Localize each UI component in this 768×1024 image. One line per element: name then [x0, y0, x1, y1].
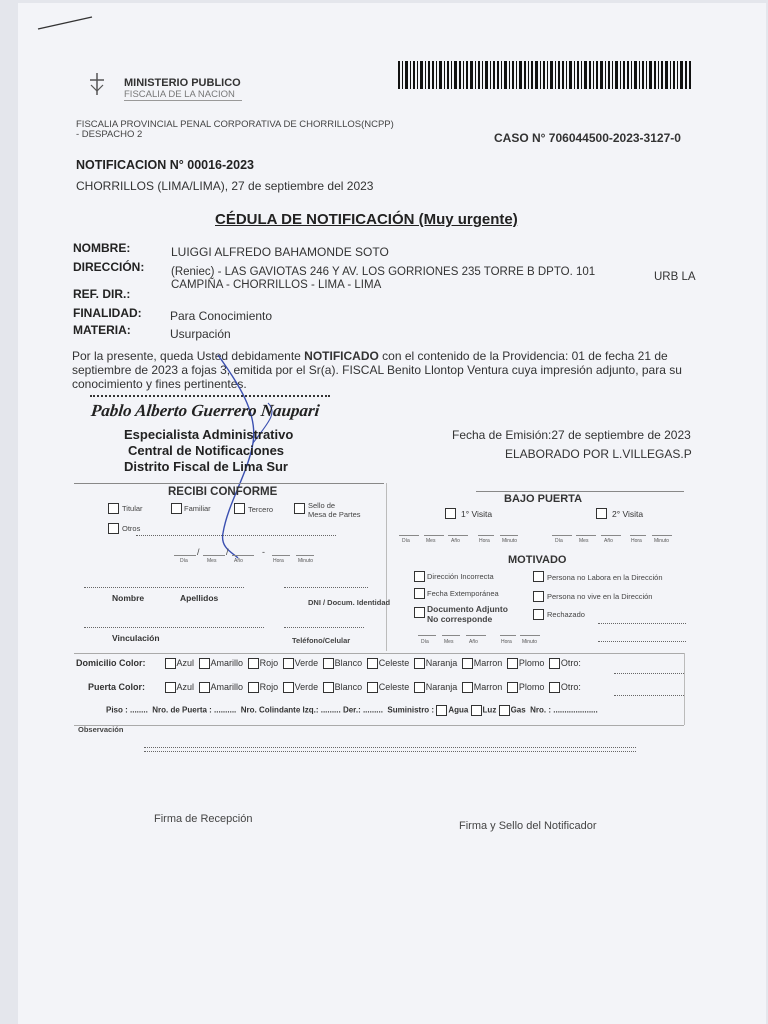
visita1-hora: Hora	[479, 538, 490, 544]
puerta-verde-checkbox[interactable]	[283, 682, 294, 693]
domicilio-azul-label: Azul	[176, 658, 195, 668]
body-line1-a: Por la presente, queda Usted debidamente	[72, 349, 305, 363]
domicilio-azul-checkbox[interactable]	[165, 658, 176, 669]
nombre-label: NOMBRE:	[73, 241, 131, 255]
reception-form: RECIBI CONFORME Titular Familiar Tercero Sello de Mesa de Partes Otros / / - Día Mes Año Hora Minuto Nombre Apellidos DNI / Docum. Identidad Vinculación Teléfono/Celular BAJO PUERTA 1° Visita 2° Visita Día Mes Año Hora Minuto Día Mes Año Hora Minuto MOTIVADO Dirección Incorrecta Persona no Labora en la Dirección Fecha Extemporánea Persona no vive en la Dirección Documento Adjunto No corresponde Rechazado Día Mes Año Hora Minuto Domicilio Color: Azul Amarillo Rojo Verde Blanco Celeste Naranja Marron Plomo Otro: Puerta Color: Azul Amarillo Rojo Verde Blanco Celeste Naranja Marron Plomo Otro: Piso : ........ Nro. de Puerta : .......... Nro. Colindante Izq.: ......... Der.: ......... Suministro : Agua Luz Gas Nro. : ....................	[74, 483, 764, 729]
puerta-plomo-label: Plomo	[518, 682, 545, 692]
barcode	[398, 61, 692, 91]
nro-suministro-label: Nro. : ....................	[530, 705, 598, 715]
visita1-dia: Día	[402, 538, 410, 544]
stamp-name: Pablo Alberto Guerrero Naupari	[90, 401, 321, 420]
visita1-label: 1° Visita	[461, 509, 493, 519]
doc-adjunto-checkbox[interactable]	[414, 607, 425, 618]
recibi-conforme-title: RECIBI CONFORME	[168, 486, 278, 498]
materia-value: Usurpación	[170, 327, 231, 341]
domicilio-plomo-label: Plomo	[518, 658, 545, 668]
sello-checkbox[interactable]	[294, 503, 305, 514]
sello-label-2: Mesa de Partes	[308, 510, 361, 519]
rechazado-label: Rechazado	[547, 610, 585, 619]
familiar-checkbox[interactable]	[171, 503, 182, 514]
tercero-checkbox[interactable]	[234, 503, 245, 514]
domicilio-naranja-checkbox[interactable]	[414, 658, 425, 669]
luz-label: Luz	[482, 705, 497, 715]
gas-label: Gas	[510, 705, 526, 715]
domicilio-marron-checkbox[interactable]	[462, 658, 473, 669]
nro-puerta-label: Nro. de Puerta : ..........	[152, 705, 237, 715]
stamp-line2: Central de Notificaciones	[128, 443, 285, 458]
puerta-rojo-checkbox[interactable]	[248, 682, 259, 693]
puerta-otro-checkbox[interactable]	[549, 682, 560, 693]
stamp-dotted-line	[90, 395, 330, 397]
puerta-celeste-checkbox[interactable]	[367, 682, 378, 693]
document-page	[18, 3, 766, 1024]
doc-adjunto-label1: Documento Adjunto	[427, 604, 508, 614]
fecha-ext-checkbox[interactable]	[414, 588, 425, 599]
domicilio-otro-label: Otro:	[560, 658, 581, 668]
no-vive-label: Persona no vive en la Dirección	[547, 592, 653, 601]
fecha1-minuto: Minuto	[298, 558, 314, 564]
piso-label: Piso : ........	[106, 705, 148, 715]
nombre-value: LUIGGI ALFREDO BAHAMONDE SOTO	[171, 245, 389, 259]
otros-checkbox[interactable]	[108, 523, 119, 534]
dni-col-label: DNI / Docum. Identidad	[308, 598, 391, 607]
puerta-naranja-checkbox[interactable]	[414, 682, 425, 693]
motivo-minuto: Minuto	[522, 639, 538, 645]
puerta-azul-checkbox[interactable]	[165, 682, 176, 693]
visita1-anio: Año	[451, 538, 460, 544]
puerta-color-label: Puerta Color:	[88, 682, 146, 692]
familiar-label: Familiar	[184, 504, 211, 513]
domicilio-verde-label: Verde	[294, 658, 319, 668]
agua-label: Agua	[448, 705, 469, 715]
sello-label-1: Sello de	[308, 501, 336, 510]
firma-notificador: Firma y Sello del Notificador	[459, 820, 597, 832]
domicilio-celeste-checkbox[interactable]	[367, 658, 378, 669]
document-title: CÉDULA DE NOTIFICACIÓN (Muy urgente)	[215, 211, 518, 228]
nombre-col-label: Nombre	[112, 593, 145, 603]
domicilio-otro-checkbox[interactable]	[549, 658, 560, 669]
puerta-rojo-label: Rojo	[259, 682, 279, 692]
domicilio-amarillo-checkbox[interactable]	[199, 658, 210, 669]
puerta-color-row	[76, 682, 583, 693]
puerta-azul-label: Azul	[176, 682, 195, 692]
finalidad-value: Para Conocimiento	[170, 309, 273, 323]
no-labora-checkbox[interactable]	[533, 571, 544, 582]
domicilio-naranja-label: Naranja	[425, 658, 458, 668]
otros-label: Otros	[122, 524, 141, 533]
visita1-mes: Mes	[426, 538, 436, 544]
body-line3: conocimiento y fines pertinentes.	[72, 377, 247, 391]
fecha1-dia: Día	[180, 558, 188, 564]
puerta-marron-checkbox[interactable]	[462, 682, 473, 693]
direccion-label: DIRECCIÓN:	[73, 260, 145, 274]
motivado-title: MOTIVADO	[508, 554, 567, 566]
suministro-label: Suministro :	[387, 705, 435, 715]
motivo-hora: Hora	[501, 639, 512, 645]
domicilio-color-row	[76, 658, 583, 669]
materia-label: MATERIA:	[73, 323, 131, 337]
notification-number: NOTIFICACION N° 00016-2023	[76, 158, 254, 172]
domicilio-color-label: Domicilio Color:	[76, 658, 146, 668]
caso-number: CASO N° 706044500-2023-3127-0	[494, 131, 681, 145]
domicilio-amarillo-label: Amarillo	[210, 658, 244, 668]
puerta-plomo-checkbox[interactable]	[507, 682, 518, 693]
puerta-marron-label: Marron	[473, 682, 503, 692]
domicilio-celeste-label: Celeste	[378, 658, 410, 668]
apellidos-col-label: Apellidos	[180, 593, 219, 603]
motivo-anio: Año	[469, 639, 478, 645]
rechazado-checkbox[interactable]	[533, 609, 544, 620]
body-line2: septiembre de 2023 a fojas 3, emitida por el Sr(a). FISCAL Benito Llontop Ventura cuya impresión adjunto, para su	[72, 363, 682, 377]
place-date: CHORRILLOS (LIMA/LIMA), 27 de septiembre del 2023	[76, 179, 374, 193]
puerta-amarillo-label: Amarillo	[210, 682, 244, 692]
puerta-celeste-label: Celeste	[378, 682, 410, 692]
visita2-checkbox[interactable]	[596, 508, 607, 519]
fiscalia-line1: FISCALIA PROVINCIAL PENAL CORPORATIVA DE CHORRILLOS(NCPP)	[76, 119, 394, 130]
vinculacion-label: Vinculación	[112, 633, 160, 643]
visita1-minuto: Minuto	[502, 538, 518, 544]
visita2-mes: Mes	[579, 538, 589, 544]
fiscalia-nacion: FISCALIA DE LA NACION	[124, 89, 235, 100]
visita2-minuto: Minuto	[654, 538, 670, 544]
fecha-ext-label: Fecha Extemporánea	[427, 589, 499, 598]
puerta-amarillo-checkbox[interactable]	[199, 682, 210, 693]
piso-row	[106, 705, 598, 716]
domicilio-rojo-checkbox[interactable]	[248, 658, 259, 669]
body-line1	[72, 349, 668, 363]
domicilio-plomo-checkbox[interactable]	[507, 658, 518, 669]
stamp-line3: Distrito Fiscal de Lima Sur	[124, 459, 288, 474]
visita1-checkbox[interactable]	[445, 508, 456, 519]
elaborado-por: ELABORADO POR L.VILLEGAS.P	[505, 447, 692, 461]
domicilio-verde-checkbox[interactable]	[283, 658, 294, 669]
fecha1-hora: Hora	[273, 558, 284, 564]
fecha1-anio: Año	[234, 558, 243, 564]
puerta-naranja-label: Naranja	[425, 682, 458, 692]
puerta-blanco-checkbox[interactable]	[323, 682, 334, 693]
refdir-label: REF. DIR.:	[73, 287, 131, 301]
firma-recepcion: Firma de Recepción	[154, 813, 253, 825]
domicilio-rojo-label: Rojo	[259, 658, 279, 668]
dir-incorrecta-label: Dirección Incorrecta	[427, 572, 494, 581]
fecha-emision: Fecha de Emisión:27 de septiembre de 2023	[452, 428, 691, 442]
gas-checkbox[interactable]	[499, 705, 510, 716]
stamp-line1: Especialista Administrativo	[124, 427, 294, 442]
agua-checkbox[interactable]	[436, 705, 447, 716]
fiscalia-line2: - DESPACHO 2	[76, 129, 143, 140]
direccion-urb: URB LA	[654, 271, 696, 283]
domicilio-blanco-checkbox[interactable]	[323, 658, 334, 669]
telefono-label: Teléfono/Celular	[292, 636, 351, 645]
finalidad-label: FINALIDAD:	[73, 306, 142, 320]
luz-checkbox[interactable]	[471, 705, 482, 716]
body-notificado: NOTIFICADO	[304, 349, 379, 363]
direccion-line2: CAMPIÑA - CHORRILLOS - LIMA - LIMA	[171, 279, 382, 291]
observacion-label: Observación	[78, 725, 124, 734]
domicilio-marron-label: Marron	[473, 658, 503, 668]
titular-label: Titular	[122, 504, 143, 513]
puerta-otro-label: Otro:	[560, 682, 581, 692]
visita2-hora: Hora	[631, 538, 642, 544]
visita2-label: 2° Visita	[612, 509, 644, 519]
visita2-anio: Año	[604, 538, 613, 544]
dir-incorrecta-checkbox[interactable]	[414, 571, 425, 582]
ministry-logo-icon	[86, 71, 108, 97]
no-vive-checkbox[interactable]	[533, 591, 544, 602]
colindante-label: Nro. Colindante Izq.: ......... Der.: .........	[240, 705, 383, 715]
tercero-label: Tercero	[248, 505, 274, 514]
motivo-mes: Mes	[444, 639, 454, 645]
corner-pen-mark	[36, 13, 96, 33]
titular-checkbox[interactable]	[108, 503, 119, 514]
no-labora-label: Persona no Labora en la Dirección	[547, 573, 663, 582]
body-line1-c: con el contenido de la Providencia: 01 de fecha 21 de	[378, 349, 668, 363]
puerta-verde-label: Verde	[294, 682, 319, 692]
ministry-name: MINISTERIO PUBLICO	[124, 77, 241, 89]
visita2-dia: Día	[555, 538, 563, 544]
direccion-line1: (Reniec) - LAS GAVIOTAS 246 Y AV. LOS GORRIONES 235 TORRE B DPTO. 101	[171, 266, 596, 278]
puerta-blanco-label: Blanco	[334, 682, 363, 692]
fecha1-mes: Mes	[207, 558, 217, 564]
doc-adjunto-label2: No corresponde	[427, 614, 493, 624]
domicilio-blanco-label: Blanco	[334, 658, 363, 668]
bajo-puerta-title: BAJO PUERTA	[504, 493, 583, 505]
motivo-dia: Día	[421, 639, 429, 645]
